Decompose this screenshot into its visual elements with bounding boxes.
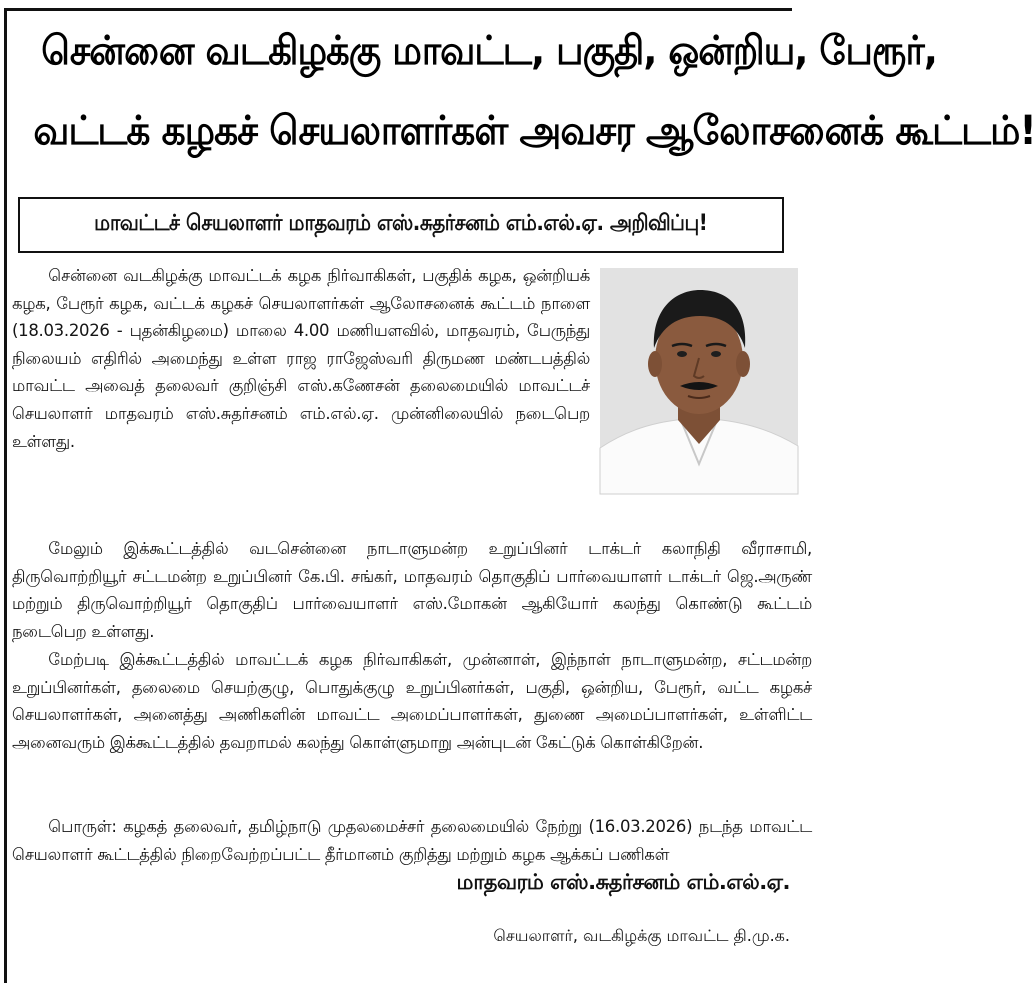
portrait-photo: [600, 268, 798, 494]
headline-line-2: வட்டக் கழகச் செயலாளர்கள் அவசர ஆலோசனைக் கூட்டம்!: [33, 108, 1036, 154]
subheadline-box: [18, 197, 784, 253]
portrait-photo-image: [600, 268, 798, 494]
headline-line-1: சென்னை வடகிழக்கு மாவட்ட, பகுதி, ஒன்றிய, பேரூர்,: [41, 28, 937, 74]
paragraph-meeting-details: சென்னை வடகிழக்கு மாவட்டக் கழக நிர்வாகிகள், பகுதிக் கழக, ஒன்றியக் கழக, பேரூர் கழக, வட்டக் கழகச் செயலாளர்கள் ஆலோசனைக் கூட்டம் நாளை (18.03.2026 - புதன்கிழமை) மாலை 4.00 மணியளவில், மாதவரம், பேருந்து நிலையம் எதிரில் அமைந்து உள்ள ராஜ ராஜேஸ்வரி திருமண மண்டபத்தில் மாவட்ட அவைத் தலைவர் குறிஞ்சி எஸ்.கணேசன் தலைமையில் மாவட்டச் செயலாளர் மாதவரம் எஸ்.சுதர்சனம் எம்.எல்.ஏ. முன்னிலையில் நடைபெற உள்ளது.: [12, 266, 590, 451]
paragraph-invitation: மேற்படி இக்கூட்டத்தில் மாவட்டக் கழக நிர்வாகிகள், முன்னாள், இந்நாள் நாடாளுமன்ற, சட்டமன்ற உறுப்பினர்கள், தலைமை செயற்குழு, பொதுக்குழு உறுப்பினர்கள், பகுதி, ஒன்றிய, பேரூர், வட்ட கழகச் செயலாளர்கள், அனைத்து அணிகளின் மாவட்ட அமைப்பாளர்கள், துணை அமைப்பாளர்கள், உள்ளிட்ட அனைவரும் இக்கூட்டத்தில் தவறாமல் கலந்து கொள்ளுமாறு அன்புடன் கேட்டுக் கொள்கிறேன்.: [12, 650, 812, 752]
signature-name: மாதவரம் எஸ்.சுதர்சனம் எம்.எல்.ஏ.: [456, 870, 790, 894]
paragraph-guests: மேலும் இக்கூட்டத்தில் வடசென்னை நாடாளுமன்ற உறுப்பினர் டாக்டர் கலாநிதி வீராசாமி, திருவொற்றியூர் சட்டமன்ற உறுப்பினர் கே.பி. சங்கர், மாதவரம் தொகுதிப் பார்வையாளர் டாக்டர் ஜெ.அருண் மற்றும் திருவொற்றியூர் தொகுதிப் பார்வையாளர் எஸ்.மோகன் ஆகியோர் கலந்து கொண்டு கூட்டம் நடைபெற உள்ளது.: [12, 539, 812, 641]
signature-title: செயலாளர், வடகிழக்கு மாவட்ட தி.மு.க.: [493, 926, 790, 945]
subheadline-text: மாவட்டச் செயலாளர் மாதவரம் எஸ்.சுதர்சனம் எம்.எல்.ஏ. அறிவிப்பு!: [94, 211, 708, 236]
paragraph-agenda: பொருள்: கழகத் தலைவர், தமிழ்நாடு முதலமைச்சர் தலைமையில் நேற்று (16.03.2026) நடந்த மாவட்ட செயலாளர் கூட்டத்தில் நிறைவேற்றப்பட்ட தீர்மானம் குறித்து மற்றும் கழக ஆக்கப் பணிகள்: [12, 817, 812, 864]
